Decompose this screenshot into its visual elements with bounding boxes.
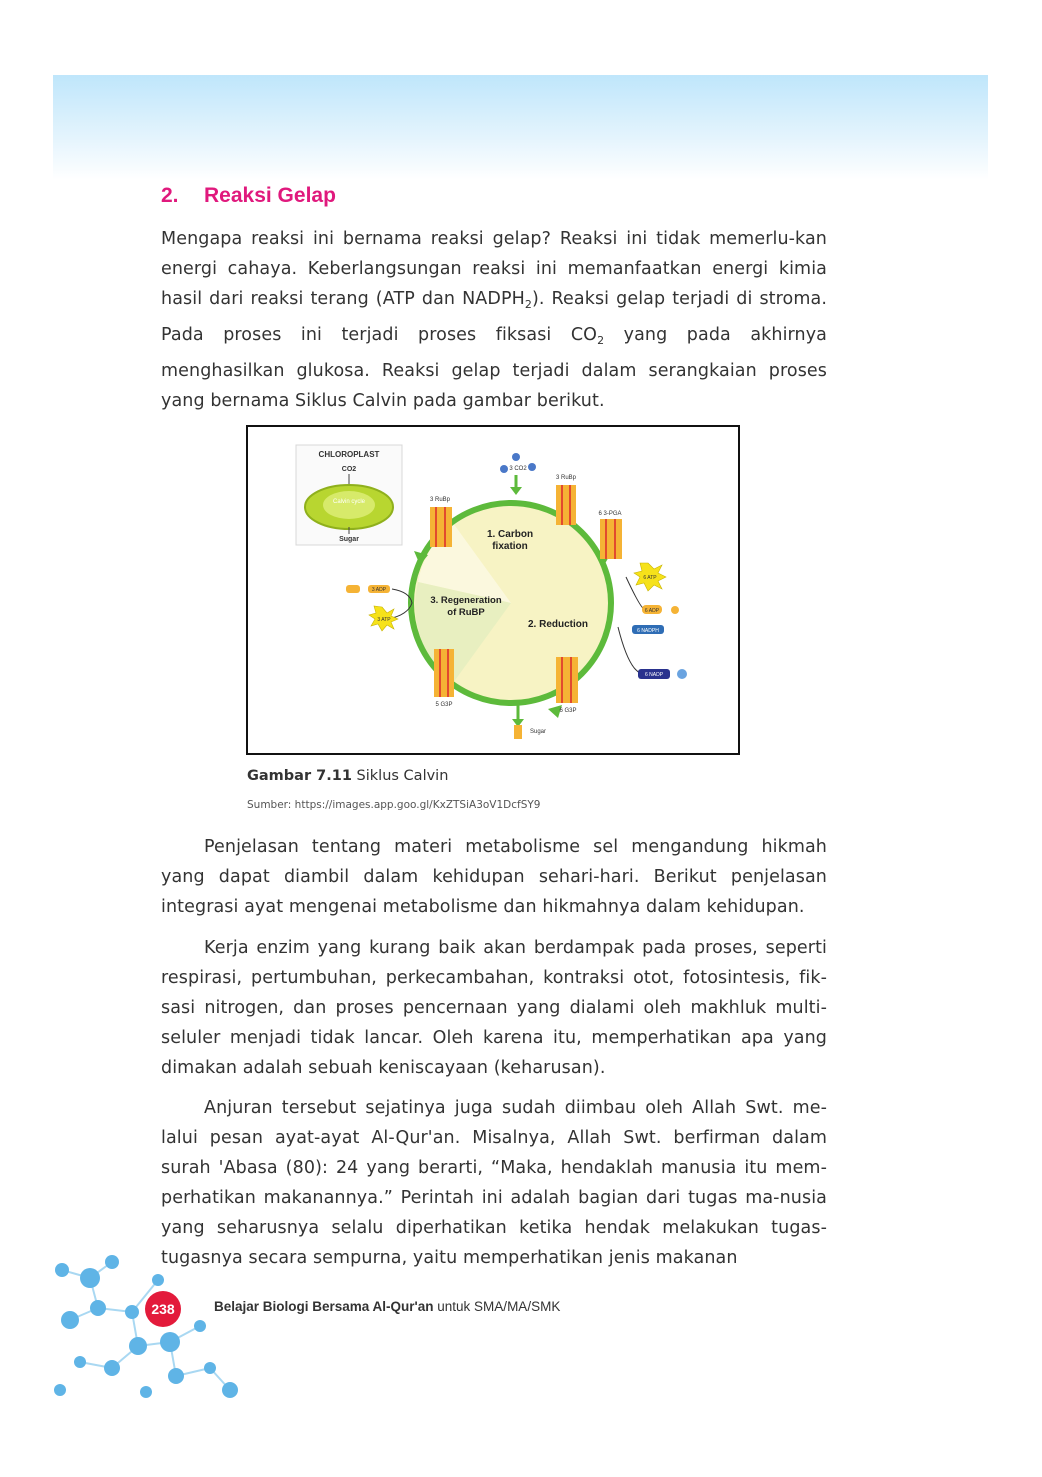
- sugar-output: [512, 703, 546, 739]
- figure-source: Sumber: https://images.app.goo.gl/KxZTSiA3oV1DcfSY9: [247, 799, 541, 811]
- rubp-stack-top: [556, 475, 577, 525]
- calvin-cycle-diagram: [248, 427, 738, 753]
- intro-text-3: yang pada akhirnya menghasilkan glukosa. Reaksi gelap terjadi dalam serangkaian proses yang bernama Siklus Calvin pada gambar berikut.: [161, 325, 827, 411]
- nadph-right: [618, 625, 687, 679]
- inset-sugar: Sugar: [339, 536, 359, 543]
- pga-stack: [598, 511, 622, 559]
- caption-label: Gambar 7.11: [247, 768, 352, 784]
- molecule-decoration: [50, 1250, 240, 1402]
- co2-input: [500, 453, 536, 495]
- inset-title: CHLOROPLAST: [318, 450, 380, 459]
- label-6atp: 6 ATP: [643, 575, 657, 581]
- caption-text: Siklus Calvin: [351, 768, 449, 784]
- calvin-cycle-figure: [246, 425, 740, 755]
- inset-cycle: Calvin cycle: [332, 499, 366, 505]
- intro-text-1: Mengapa reaksi ini bernama reaksi gelap? Reaksi ini tidak memerlu-kan energi cahaya. Keberlangsungan reaksi ini memanfaatkan energi kimia hasil dari reaksi terang (ATP dan NADPH: [161, 229, 827, 309]
- stage-3b-label: of RuBP: [447, 607, 485, 618]
- figure-caption: [247, 768, 448, 784]
- subscript-2: 2: [597, 334, 605, 347]
- label-3rubp-top: 3 RuBp: [555, 475, 577, 481]
- label-6adp: 6 ADP: [644, 608, 660, 614]
- label-sugar: Sugar: [529, 729, 547, 735]
- stage-1-label: 1. Carbon: [486, 529, 534, 540]
- stage-3-label: 3. Regeneration: [430, 595, 502, 606]
- rubp-stack-left: [430, 497, 452, 547]
- body-paragraph-3: Anjuran tersebut sejatinya juga sudah diimbau oleh Allah Swt. me-lalui pesan ayat-ayat Al-Qur'an. Misalnya, Allah Swt. berfirman dalam surah 'Abasa (80): 24 yang berarti, “Maka, hendaklah manusia itu mem-perhatikan makanannya.” Perintah ini adalah bagian dari tugas ma-nusia yang seharusnya selalu diperhatikan ketika hendak melakukan tugas-tugasnya secara sempurna, yaitu memperhatikan jenis makanan: [161, 1098, 827, 1268]
- body-paragraph-1: Penjelasan tentang materi metabolisme sel mengandung hikmah yang dapat diambil dalam kehidupan sehari-hari. Berikut penjelasan integrasi ayat mengenai metabolisme dan hikmahnya dalam kehidupan.: [161, 837, 827, 917]
- g3p-stack-left: [434, 649, 454, 708]
- subscript-2: 2: [524, 298, 532, 311]
- label-5g3p: 5 G3P: [435, 702, 453, 708]
- body-paragraph-2: Kerja enzim yang kurang baik akan berdampak pada proses, seperti respirasi, pertumbuhan, perkecambahan, kontraksi otot, fotosintesis, fik-sasi nitrogen, dan proses pencernaan yang dialami oleh makhluk multi-seluler menjadi tidak lancar. Oleh karena itu, memperhatikan apa yang dimakan adalah sebuah keniscayaan (keharusan).: [161, 938, 827, 1078]
- intro-paragraph: [161, 224, 827, 416]
- g3p-stack-right: [556, 657, 578, 714]
- stage-2-label: 2. Reduction: [527, 619, 589, 630]
- chloroplast-inset: [296, 445, 402, 545]
- stage-1b-label: fixation: [492, 541, 528, 552]
- label-6nadph: 6 NADPH: [637, 628, 659, 634]
- atp-left: [346, 585, 412, 631]
- section-number: 2.: [161, 184, 179, 207]
- label-6nadp: 6 NADP: [644, 672, 664, 678]
- section-title: Reaksi Gelap: [204, 184, 336, 207]
- book-title: Belajar Biologi Bersama Al-Qur'an: [214, 1299, 434, 1314]
- book-suffix: untuk SMA/MA/SMK: [433, 1299, 561, 1314]
- label-3rubp-left: 3 RuBp: [429, 497, 451, 503]
- footer-book-title: [214, 1299, 560, 1314]
- page-number-badge: 238: [145, 1291, 181, 1327]
- inset-co2: CO2: [341, 466, 357, 473]
- header-band: [53, 75, 988, 180]
- label-3atp: 3 ATP: [377, 617, 391, 623]
- intro-text-2: ). Reaksi gelap terjadi di stroma. Pada proses ini terjadi proses fiksasi CO: [161, 289, 827, 345]
- label-3co2: 3 CO2: [509, 466, 527, 472]
- label-6g3p: 6 G3P: [559, 708, 577, 714]
- atp-right: [626, 563, 679, 614]
- label-6pga: 6 3-PGA: [598, 511, 622, 517]
- section-heading: [161, 184, 336, 208]
- label-3adp: 3 ADP: [371, 587, 387, 593]
